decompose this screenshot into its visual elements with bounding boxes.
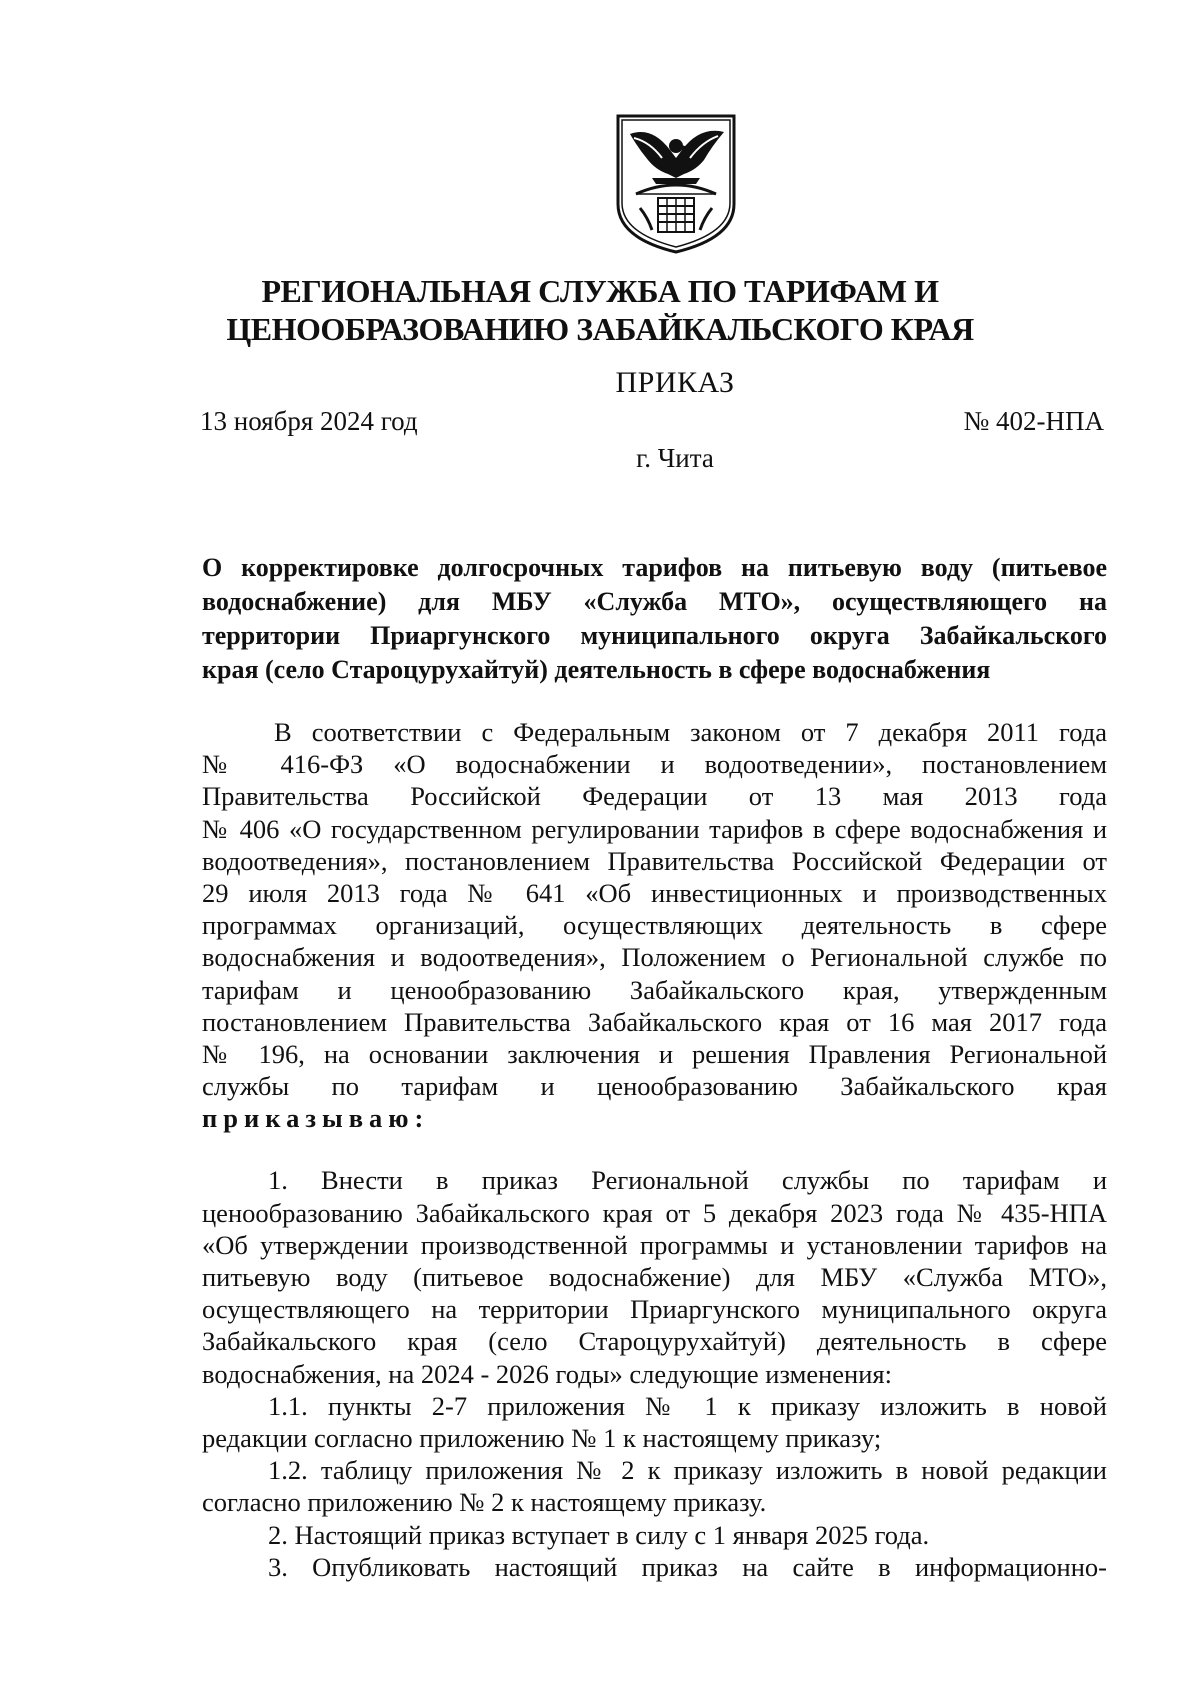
- preamble-line: службы по тарифам и ценообразованию Забайкальского края: [202, 1071, 1107, 1102]
- preamble-line: Правительства Российской Федерации от 13 мая 2013 года: [202, 781, 1107, 812]
- document-date: 13 ноября 2024 год: [200, 406, 418, 436]
- preamble-line: постановлением Правительства Забайкальского края от 16 мая 2017 года: [202, 1006, 1107, 1037]
- item-1-line: осуществляющего на территории Приаргунского муниципального округа: [202, 1294, 1107, 1325]
- preamble-line: программах организаций, осуществляющих деятельность в сфере: [202, 910, 1107, 941]
- subject-line: водоснабжение) для МБУ «Служба МТО», осуществляющего на: [202, 587, 1107, 616]
- item-1-line: ценообразованию Забайкальского края от 5 декабря 2023 года № 435-НПА: [202, 1197, 1107, 1228]
- preamble-line: В соответствии с Федеральным законом от 7 декабря 2011 года: [274, 717, 1107, 747]
- organization-name: [200, 272, 1000, 348]
- coat-of-arms-icon: [612, 112, 740, 254]
- subject-line: территории Приаргунского муниципального округа Забайкальского: [202, 621, 1107, 650]
- document-type: ПРИКАЗ: [615, 366, 735, 399]
- document-body: [202, 716, 1107, 1583]
- document-number: № 402-НПА: [963, 406, 1104, 436]
- document-city: г. Чита: [636, 443, 714, 473]
- item-1-line: питьевую воду (питьевое водоснабжение) для МБУ «Служба МТО»,: [202, 1262, 1107, 1292]
- item-1-line: водоснабжения, на 2024 - 2026 годы» следующие изменения:: [202, 1358, 892, 1389]
- item-1-2-line: 1.2. таблицу приложения № 2 к приказу изложить в новой редакции: [268, 1455, 1107, 1486]
- item-1-line: «Об утверждении производственной программы и установлении тарифов на: [202, 1229, 1107, 1260]
- organization-name-line: РЕГИОНАЛЬНАЯ СЛУЖБА ПО ТАРИФАМ И: [261, 273, 939, 309]
- preamble-line: № 196, на основании заключения и решения Правления Региональной: [202, 1038, 1107, 1069]
- paragraph-gap: [202, 1134, 1107, 1164]
- item-1-1-line: 1.1. пункты 2-7 приложения № 1 к приказу изложить в новой: [268, 1390, 1107, 1421]
- coat-of-arms-emblem: [612, 112, 740, 254]
- preamble-line: 29 июля 2013 года № 641 «Об инвестиционных и производственных: [202, 877, 1107, 908]
- preamble-line: водоснабжения и водоотведения», Положением о Региональной службе по: [202, 942, 1107, 973]
- preamble-line: тарифам и ценообразованию Забайкальского края, утвержденным: [202, 974, 1107, 1005]
- item-1-1-line: редакции согласно приложению № 1 к настоящему приказу;: [202, 1422, 882, 1453]
- organization-name-line: ЦЕНООБРАЗОВАНИЮ ЗАБАЙКАЛЬСКОГО КРАЯ: [226, 311, 974, 347]
- item-1-2-line: согласно приложению № 2 к настоящему приказу.: [202, 1487, 767, 1518]
- preamble-line: № 406 «О государственном регулировании тарифов в сфере водоснабжения и: [202, 813, 1107, 844]
- preamble-line: водоотведения», постановлением Правительства Российской Федерации от: [202, 845, 1107, 876]
- item-1-line: Забайкальского края (село Староцурухайтуй) деятельность в сфере: [202, 1326, 1107, 1357]
- preamble-line: № 416-ФЗ «О водоснабжении и водоотведении», постановлением: [202, 749, 1107, 780]
- item-1-line: 1. Внести в приказ Региональной службы по тарифам и: [268, 1165, 1107, 1196]
- item-2-line: 2. Настоящий приказ вступает в силу с 1 января 2025 года.: [268, 1519, 930, 1550]
- subject-line: О корректировке долгосрочных тарифов на питьевую воду (питьевое: [202, 553, 1107, 582]
- order-word: приказываю:: [202, 1103, 430, 1134]
- item-3-line: 3. Опубликовать настоящий приказ на сайте в информационно-: [268, 1551, 1107, 1582]
- document-subject: [202, 551, 1107, 687]
- subject-line: края (село Староцурухайтуй) деятельность в сфере водоснабжения: [202, 655, 991, 684]
